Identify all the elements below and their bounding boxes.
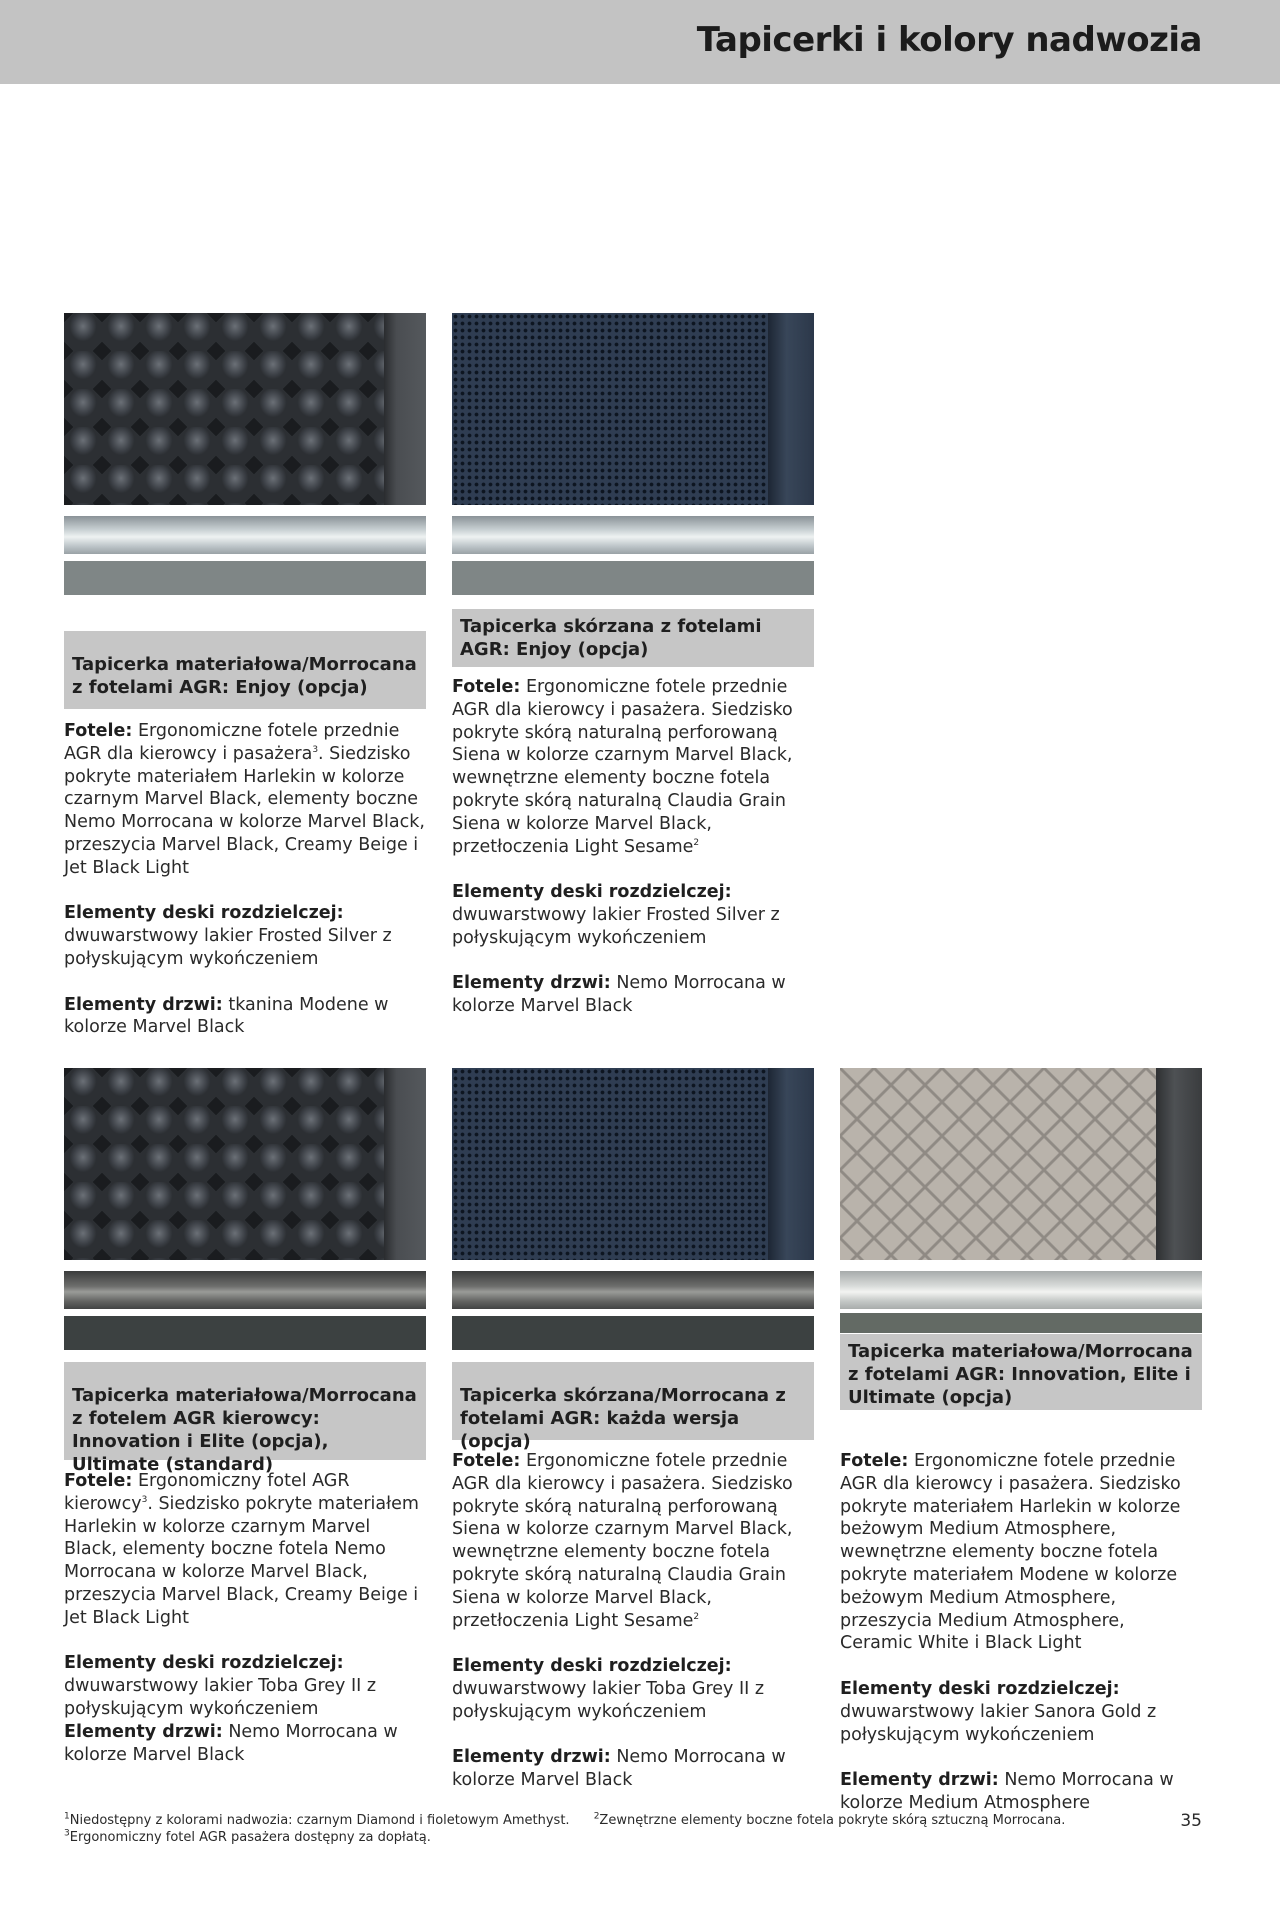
dashboard-trim-swatch [64,516,426,554]
seats-label: Fotele: [452,677,521,697]
side-fabric-texture [384,313,426,505]
footnote-2 [594,1813,1076,1828]
seats-text-cont: . Siedzisko pokryte materiałem Harlekin w kolorze czarnym Marvel Black, elementy boczne Nemo Morrocana w kolorze Marvel Black, przeszycia Marvel Black, Creamy Beige i Jet Black Light [64,743,425,878]
card-title: Tapicerka materiałowa/Morrocana z fotelami AGR: Innovation, Elite i Ultimate (opcja) [840,1334,1202,1410]
dashboard-label: Elementy deski rozdzielczej: [64,903,344,924]
footnote-marker: 3 [64,1828,70,1839]
upholstery-swatch [64,313,426,505]
body-color-swatch [452,1316,814,1350]
card-description [64,720,426,1062]
card-description [452,1450,814,1815]
footnote-ref: 2 [693,837,700,848]
body-color-swatch [64,561,426,595]
card-description [840,1450,1202,1838]
door-label: Elementy drzwi: [452,1747,611,1768]
seat-fabric-texture [64,1068,384,1260]
door-text: Nemo Morrocana w kolorze Medium Atmosphere [840,1770,1174,1813]
door-label: Elementy drzwi: [64,1721,223,1742]
dashboard-label: Elementy deski rozdzielczej: [452,1656,732,1677]
seat-leather-texture [452,313,768,505]
seats-text: Ergonomiczne fotele przednie AGR dla kierowcy i pasażera. Siedzisko pokryte skórą naturalną perforowaną Siena w kolorze czarnym Marvel Black, wewnętrzne elementy boczne fotela pokryte skórą naturalną Claudia Grain Siena w kolorze Marvel Black, przetłoczenia Light Sesame [452,677,793,857]
dashboard-label: Elementy deski rozdzielczej: [840,1678,1120,1699]
seats-label: Fotele: [64,721,133,741]
card-title: Tapicerka skórzana z fotelami AGR: Enjoy (opcja) [452,609,814,667]
door-text: Nemo Morrocana w kolorze Marvel Black [64,1721,398,1765]
side-fabric-texture [1156,1068,1202,1260]
upholstery-card-leather-all [452,1068,814,1791]
upholstery-swatch [452,313,814,505]
seats-label: Fotele: [840,1451,909,1471]
card-title: Tapicerka materiałowa/Morrocana z fotelem AGR kierowcy: Innovation i Elite (opcja), Ultimate (standard) [64,1362,426,1460]
side-fabric-texture [384,1068,426,1260]
seats-text: Ergonomiczne fotele przednie AGR dla kierowcy i pasażera. Siedzisko pokryte materiałem Harlekin w kolorze beżowym Medium Atmosphere, wewnętrzne elementy boczne fotela pokryte materiałem Modene w kolorze beżowym Medium Atmosphere, przeszycia Medium Atmosphere, Ceramic White i Black Light [840,1451,1181,1654]
seat-fabric-texture [64,313,384,505]
door-label: Elementy drzwi: [64,994,223,1015]
page-number: 35 [1180,1811,1202,1831]
upholstery-card-leather-enjoy [452,313,814,1033]
seats-text: Ergonomiczne fotele przednie AGR dla kierowcy i pasażera. Siedzisko pokryte skórą naturalną perforowaną Siena w kolorze czarnym Marvel Black, wewnętrzne elementy boczne fotela pokryte skórą naturalną Claudia Grain Siena w kolorze Marvel Black, przetłoczenia Light Sesame [452,1451,793,1631]
footnote-1 [64,1813,580,1828]
footnote-marker: 1 [64,1811,70,1822]
footnotes [64,1812,1085,1846]
dashboard-trim-swatch [840,1271,1202,1309]
card-title: Tapicerka skórzana/Morrocana z fotelami AGR: każda wersja (opcja) [452,1362,814,1440]
dashboard-text: dwuwarstwowy lakier Toba Grey II z połyskującym wykończeniem [64,1676,377,1719]
card-title: Tapicerka materiałowa/Morrocana z fotelami AGR: Enjoy (opcja) [64,631,426,709]
dashboard-text: dwuwarstwowy lakier Frosted Silver z połyskującym wykończeniem [452,904,780,948]
footnote-ref: 3 [141,1494,148,1505]
side-leather-texture [768,1068,814,1260]
side-leather-texture [768,313,814,505]
upholstery-swatch [64,1068,426,1260]
footnote-text: Ergonomiczny fotel AGR pasażera dostępny za dopłatą. [69,1830,431,1845]
seats-text: Ergonomiczny fotel AGR kierowcy [64,1471,350,1514]
footnote-text: Zewnętrzne elementy boczne fotela pokryte skórą sztuczną Morrocana. [599,1813,1066,1828]
footnote-line-2 [64,1829,1085,1846]
dashboard-text: dwuwarstwowy lakier Sanora Gold z połyskującym wykończeniem [840,1701,1157,1745]
upholstery-card-fabric-beige [840,1068,1202,1813]
door-text: tkanina Modene w kolorze Marvel Black [64,994,389,1038]
seats-label: Fotele: [64,1471,133,1491]
page-header [0,0,1280,84]
footnote-ref: 3 [312,744,319,755]
door-text: Nemo Morrocana w kolorze Marvel Black [452,1747,786,1791]
dashboard-trim-swatch [452,1271,814,1309]
footnote-3 [64,1830,441,1845]
dashboard-trim-swatch [452,516,814,554]
body-color-swatch [452,561,814,595]
door-label: Elementy drzwi: [452,973,611,994]
dashboard-text: dwuwarstwowy lakier Frosted Silver z połyskującym wykończeniem [64,926,392,969]
seats-text: Ergonomiczne fotele przednie AGR dla kierowcy i pasażera [64,721,400,764]
dashboard-label: Elementy deski rozdzielczej: [64,1653,344,1674]
seats-label: Fotele: [452,1451,521,1471]
dashboard-label: Elementy deski rozdzielczej: [452,882,732,903]
seat-leather-texture [452,1068,768,1260]
upholstery-card-fabric-enjoy [64,313,426,1038]
footnote-marker: 2 [593,1811,600,1822]
page-title: Tapicerki i kolory nadwozia [696,20,1202,60]
dashboard-text: dwuwarstwowy lakier Toba Grey II z połyskującym wykończeniem [452,1678,765,1722]
door-text: Nemo Morrocana w kolorze Marvel Black [452,973,786,1017]
card-description [452,676,814,1041]
dashboard-trim-swatch [64,1271,426,1309]
footnote-ref: 2 [693,1611,700,1622]
footnote-text: Niedostępny z kolorami nadwozia: czarnym Diamond i fioletowym Amethyst. [69,1813,570,1828]
body-color-swatch [64,1316,426,1350]
door-label: Elementy drzwi: [840,1770,999,1791]
upholstery-card-fabric-driver-agr [64,1068,426,1788]
body-color-swatch [840,1313,1202,1333]
seats-text-cont: . Siedzisko pokryte materiałem Harlekin w kolorze czarnym Marvel Black, elementy boczne fotela Nemo Morrocana w kolorze Marvel Black, przeszycia Marvel Black, Creamy Beige i Jet Black Light [64,1493,419,1628]
card-description [64,1470,426,1789]
seat-fabric-texture [840,1068,1156,1260]
upholstery-swatch [452,1068,814,1260]
footnote-line-1 [64,1812,1085,1829]
upholstery-swatch [840,1068,1202,1260]
